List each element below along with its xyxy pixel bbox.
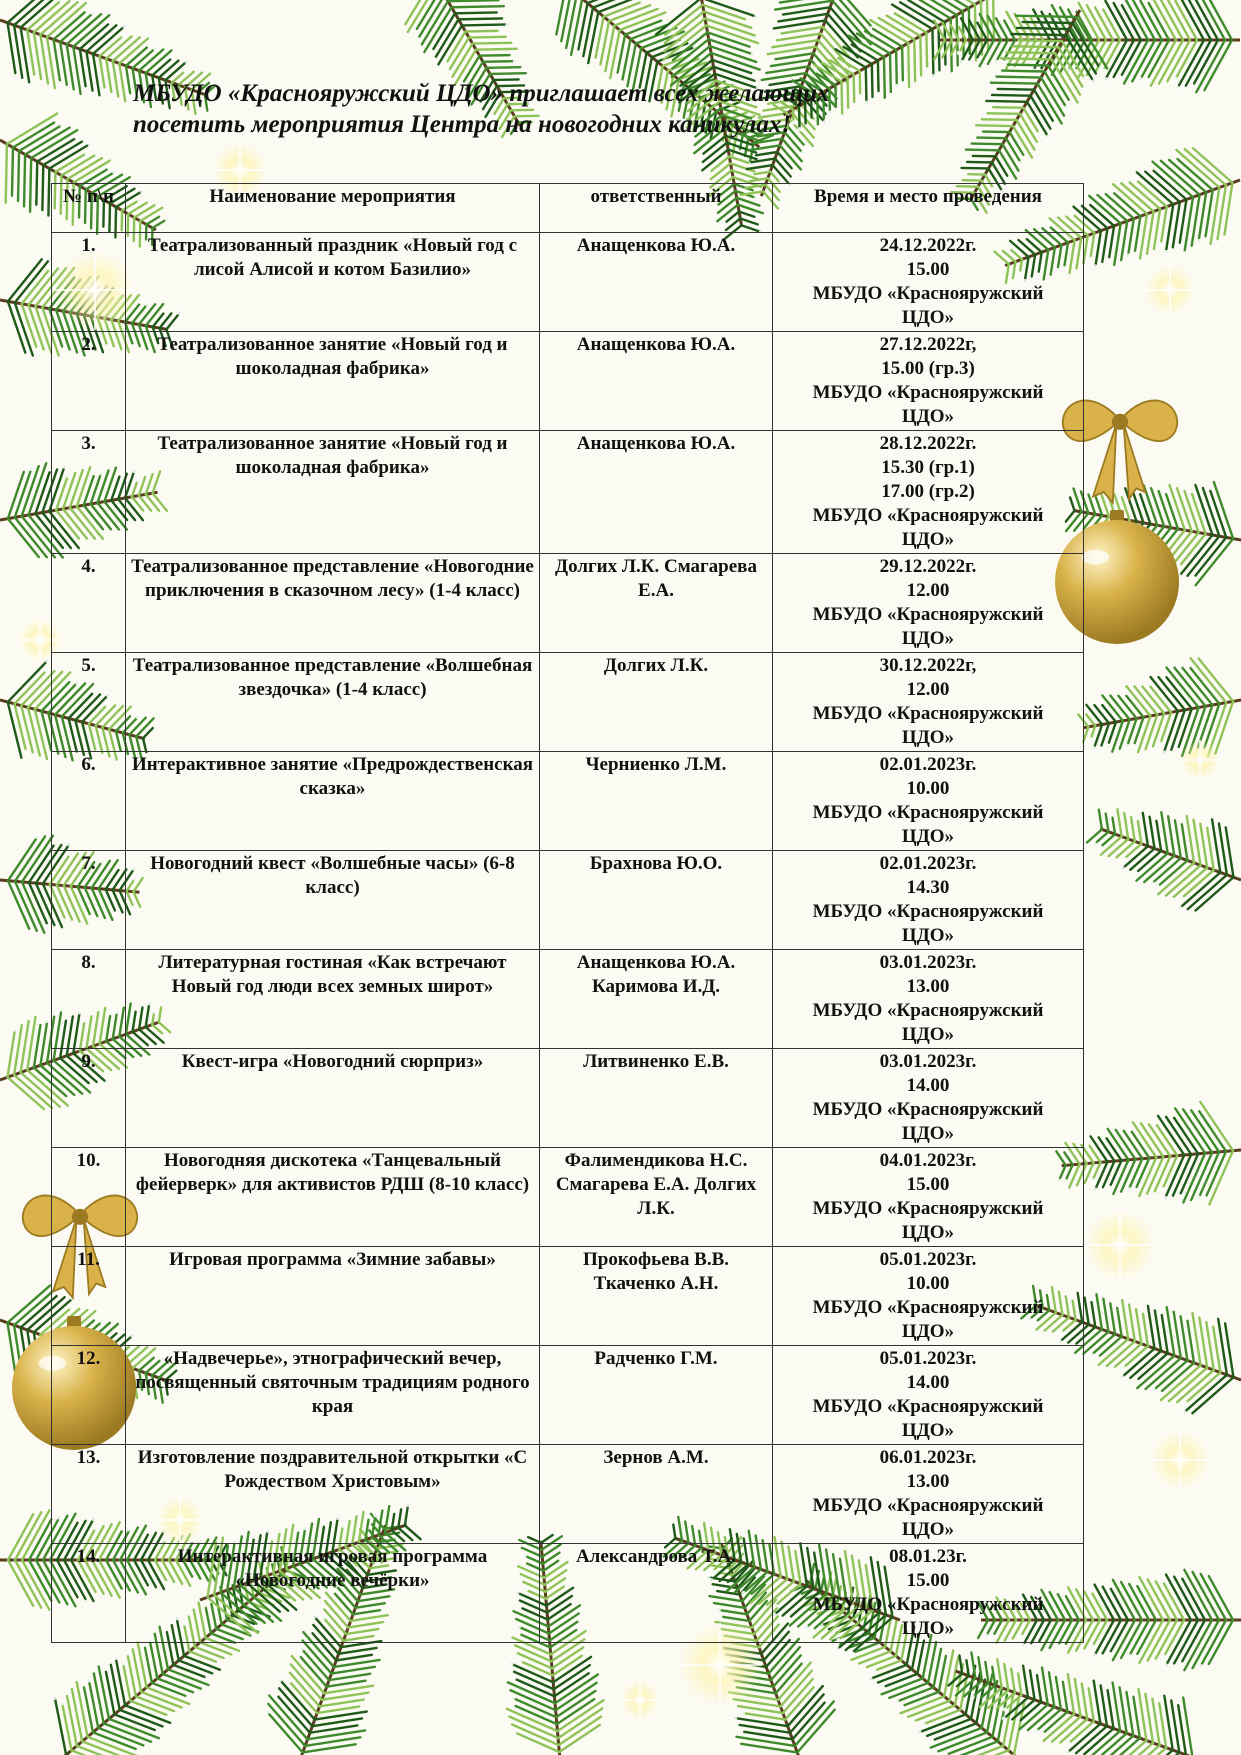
table-row: [52, 851, 1084, 950]
cell-event-name: Интерактивная игровая программа «Новогодние вечёрки»: [126, 1544, 540, 1643]
time-place-line: 13.00: [906, 976, 950, 997]
time-place-line: МБУДО «Краснояружский: [812, 1000, 1044, 1021]
cell-responsible: Зернов А.М.: [540, 1445, 773, 1544]
cell-number: 6.: [52, 752, 126, 851]
time-place-line: ЦДО»: [901, 1618, 955, 1639]
time-place-line: 17.00 (гр.2): [881, 481, 975, 502]
time-place-line: 13.00: [906, 1471, 950, 1492]
time-place-line: 29.12.2022г.: [879, 556, 977, 577]
cell-responsible: Долгих Л.К. Смагарева Е.А.: [540, 554, 773, 653]
table-row: [52, 554, 1084, 653]
time-place-line: 15.00: [906, 1570, 950, 1591]
sparkle-star-icon: [1084, 1209, 1156, 1281]
time-place-line: МБУДО «Краснояружский: [812, 1396, 1044, 1417]
time-place-line: МБУДО «Краснояружский: [812, 604, 1044, 625]
time-place-line: МБУДО «Краснояружский: [812, 1099, 1044, 1120]
time-place-line: ЦДО»: [901, 1024, 955, 1045]
page-title: [133, 78, 1033, 140]
time-place-line: 02.01.2023г.: [879, 754, 977, 775]
cell-number: 13.: [52, 1445, 126, 1544]
time-place-line: 06.01.2023г.: [879, 1447, 977, 1468]
cell-number: 3.: [52, 431, 126, 554]
time-place-line: ЦДО»: [901, 925, 955, 946]
time-place-line: ЦДО»: [901, 529, 955, 550]
cell-time-place: [773, 1049, 1084, 1148]
cell-time-place: [773, 1445, 1084, 1544]
time-place-line: 27.12.2022г,: [879, 334, 977, 355]
cell-time-place: [773, 431, 1084, 554]
cell-event-name: Интерактивное занятие «Предрождественская сказка»: [126, 752, 540, 851]
cell-time-place: [773, 950, 1084, 1049]
time-place-line: МБУДО «Краснояружский: [812, 1198, 1044, 1219]
cell-responsible: Фалимендикова Н.С. Смагарева Е.А. Долгих Л.К.: [540, 1148, 773, 1247]
title-line-1: МБУДО «Краснояружский ЦДО» приглашает всех желающих: [133, 80, 830, 107]
cell-time-place: [773, 653, 1084, 752]
time-place-line: ЦДО»: [901, 1123, 955, 1144]
cell-time-place: [773, 1247, 1084, 1346]
cell-responsible: Брахнова Ю.О.: [540, 851, 773, 950]
time-place-line: 28.12.2022г.: [879, 433, 977, 454]
cell-responsible: Прокофьева В.В. Ткаченко А.Н.: [540, 1247, 773, 1346]
cell-event-name: «Надвечерье», этнографический вечер, посвященный святочным традициям родного края: [126, 1346, 540, 1445]
cell-event-name: Игровая программа «Зимние забавы»: [126, 1247, 540, 1346]
time-place-line: ЦДО»: [901, 1321, 955, 1342]
cell-responsible: Александрова Т.А.: [540, 1544, 773, 1643]
cell-responsible: Анащенкова Ю.А. Каримова И.Д.: [540, 950, 773, 1049]
time-place-line: 12.00: [906, 679, 950, 700]
time-place-line: 10.00: [906, 778, 950, 799]
cell-event-name: Театрализованное представление «Волшебная звездочка» (1-4 класс): [126, 653, 540, 752]
cell-number: 4.: [52, 554, 126, 653]
time-place-line: 30.12.2022г,: [879, 655, 977, 676]
time-place-line: МБУДО «Краснояружский: [812, 901, 1044, 922]
table-row: [52, 1049, 1084, 1148]
cell-event-name: Театрализованное занятие «Новый год и шоколадная фабрика»: [126, 431, 540, 554]
time-place-line: 15.00: [906, 259, 950, 280]
cell-responsible: Анащенкова Ю.А.: [540, 332, 773, 431]
time-place-line: ЦДО»: [901, 1519, 955, 1540]
events-table: [51, 183, 1084, 1643]
time-place-line: МБУДО «Краснояружский: [812, 1297, 1044, 1318]
sparkle-star-icon: [1144, 264, 1196, 316]
cell-event-name: Новогодняя дискотека «Танцевальный фейерверк» для активистов РДШ (8-10 класс): [126, 1148, 540, 1247]
time-place-line: ЦДО»: [901, 406, 955, 427]
cell-time-place: [773, 1346, 1084, 1445]
table-row: [52, 653, 1084, 752]
table-row: [52, 332, 1084, 431]
fir-branch-decoration: [1076, 782, 1241, 926]
time-place-line: 15.00 (гр.3): [881, 358, 975, 379]
header-number: № п\п: [52, 184, 126, 233]
table-row: [52, 752, 1084, 851]
time-place-line: ЦДО»: [901, 307, 955, 328]
cell-time-place: [773, 851, 1084, 950]
table-row: [52, 1445, 1084, 1544]
cell-responsible: Анащенкова Ю.А.: [540, 233, 773, 332]
header-event-name: Наименование мероприятия: [126, 184, 540, 233]
time-place-line: ЦДО»: [901, 826, 955, 847]
time-place-line: ЦДО»: [901, 1222, 955, 1243]
time-place-line: МБУДО «Краснояружский: [812, 802, 1044, 823]
cell-event-name: Новогодний квест «Волшебные часы» (6-8 класс): [126, 851, 540, 950]
cell-number: 5.: [52, 653, 126, 752]
cell-event-name: Театрализованное представление «Новогодние приключения в сказочном лесу» (1-4 класс): [126, 554, 540, 653]
cell-event-name: Театрализованный праздник «Новый год с лисой Алисой и котом Базилио»: [126, 233, 540, 332]
cell-time-place: [773, 332, 1084, 431]
time-place-line: 15.00: [906, 1174, 950, 1195]
time-place-line: ЦДО»: [901, 727, 955, 748]
time-place-line: МБУДО «Краснояружский: [812, 1594, 1044, 1615]
sparkle-star-icon: [1150, 1430, 1210, 1490]
cell-time-place: [773, 233, 1084, 332]
cell-event-name: Театрализованное занятие «Новый год и шоколадная фабрика»: [126, 332, 540, 431]
time-place-line: МБУДО «Краснояружский: [812, 703, 1044, 724]
time-place-line: МБУДО «Краснояружский: [812, 505, 1044, 526]
cell-responsible: Анащенкова Ю.А.: [540, 431, 773, 554]
time-place-line: 05.01.2023г.: [879, 1249, 977, 1270]
cell-number: 9.: [52, 1049, 126, 1148]
header-responsible: ответственный: [540, 184, 773, 233]
cell-responsible: Долгих Л.К.: [540, 653, 773, 752]
time-place-line: 14.30: [906, 877, 950, 898]
cell-number: 11.: [52, 1247, 126, 1346]
time-place-line: 12.00: [906, 580, 950, 601]
cell-event-name: Литературная гостиная «Как встречают Новый год люди всех земных широт»: [126, 950, 540, 1049]
time-place-line: МБУДО «Краснояружский: [812, 1495, 1044, 1516]
cell-responsible: Радченко Г.М.: [540, 1346, 773, 1445]
table-row: [52, 1346, 1084, 1445]
time-place-line: 15.30 (гр.1): [881, 457, 975, 478]
time-place-line: 08.01.23г.: [889, 1546, 967, 1567]
time-place-line: 03.01.2023г.: [879, 952, 977, 973]
table-row: [52, 950, 1084, 1049]
time-place-line: 03.01.2023г.: [879, 1051, 977, 1072]
table-row: [52, 1247, 1084, 1346]
cell-number: 14.: [52, 1544, 126, 1643]
time-place-line: МБУДО «Краснояружский: [812, 382, 1044, 403]
title-line-2: посетить мероприятия Центра на новогодних каникулах!: [133, 111, 792, 138]
cell-time-place: [773, 752, 1084, 851]
cell-number: 12.: [52, 1346, 126, 1445]
cell-time-place: [773, 1544, 1084, 1643]
cell-event-name: Квест-игра «Новогодний сюрприз»: [126, 1049, 540, 1148]
time-place-line: ЦДО»: [901, 1420, 955, 1441]
time-place-line: 02.01.2023г.: [879, 853, 977, 874]
cell-responsible: Черниенко Л.М.: [540, 752, 773, 851]
time-place-line: МБУДО «Краснояружский: [812, 283, 1044, 304]
table-row: [52, 1148, 1084, 1247]
table-row: [52, 233, 1084, 332]
cell-number: 7.: [52, 851, 126, 950]
table-header-row: [52, 184, 1084, 233]
time-place-line: 05.01.2023г.: [879, 1348, 977, 1369]
cell-number: 1.: [52, 233, 126, 332]
cell-time-place: [773, 554, 1084, 653]
time-place-line: 10.00: [906, 1273, 950, 1294]
table-row: [52, 431, 1084, 554]
cell-number: 10.: [52, 1148, 126, 1247]
cell-event-name: Изготовление поздравительной открытки «С Рождеством Христовым»: [126, 1445, 540, 1544]
time-place-line: 24.12.2022г.: [879, 235, 977, 256]
sparkle-star-icon: [620, 1680, 660, 1720]
sparkle-star-icon: [1180, 740, 1220, 780]
cell-number: 2.: [52, 332, 126, 431]
time-place-line: 04.01.2023г.: [879, 1150, 977, 1171]
cell-responsible: Литвиненко Е.В.: [540, 1049, 773, 1148]
table-row: [52, 1544, 1084, 1643]
time-place-line: 14.00: [906, 1075, 950, 1096]
cell-time-place: [773, 1148, 1084, 1247]
time-place-line: 14.00: [906, 1372, 950, 1393]
header-time-place: Время и место проведения: [773, 184, 1084, 233]
time-place-line: ЦДО»: [901, 628, 955, 649]
cell-number: 8.: [52, 950, 126, 1049]
